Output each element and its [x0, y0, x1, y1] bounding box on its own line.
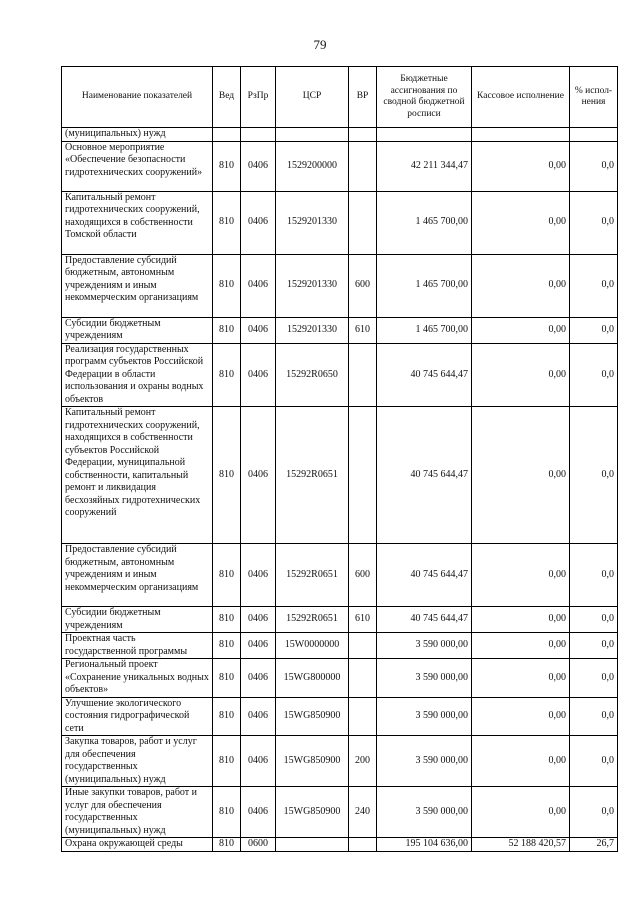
cell-name: Реализация государственных программ субъектов Российской Федерации в области использования и охраны водных объектов	[62, 343, 213, 407]
cell-vr: 600	[349, 544, 377, 607]
cell-name: Капитальный ремонт гидротехнических сооружений, находящихся в собственности субъектов Российской Федерации, муниципальной собственности, капитальный ремонт и ликвидация бесхозяйных гидротехнических сооружений	[62, 407, 213, 544]
cell-name: Основное мероприятие «Обеспечение безопасности гидротехнических сооружений»	[62, 141, 213, 191]
header-exec: Кассовое исполнение	[472, 67, 570, 128]
cell-rzpr: 0406	[241, 607, 276, 633]
cell-exec: 0,00	[472, 141, 570, 191]
cell-plan	[377, 128, 472, 142]
cell-pct: 0,0	[570, 633, 618, 659]
cell-name: Региональный проект «Сохранение уникальных водных объектов»	[62, 659, 213, 698]
cell-rzpr: 0406	[241, 544, 276, 607]
cell-exec: 0,00	[472, 544, 570, 607]
cell-vr: 610	[349, 607, 377, 633]
cell-vr	[349, 659, 377, 698]
table-row	[62, 254, 618, 317]
cell-vr: 600	[349, 254, 377, 317]
cell-name: Субсидии бюджетным учреждениям	[62, 317, 213, 343]
cell-pct: 0,0	[570, 659, 618, 698]
cell-plan: 40 745 644,47	[377, 607, 472, 633]
table-row	[62, 607, 618, 633]
cell-name: Охрана окружающей среды	[62, 838, 213, 852]
cell-exec: 0,00	[472, 191, 570, 254]
cell-name: Проектная часть государственной программы	[62, 633, 213, 659]
cell-pct: 0,0	[570, 607, 618, 633]
cell-vr: 240	[349, 787, 377, 838]
cell-vr	[349, 697, 377, 736]
cell-ved: 810	[213, 317, 241, 343]
cell-exec: 0,00	[472, 659, 570, 698]
cell-vr	[349, 191, 377, 254]
cell-plan: 1 465 700,00	[377, 317, 472, 343]
cell-csr: 1529200000	[276, 141, 349, 191]
header-plan: Бюджетные ассигнования по сводной бюджетной росписи	[377, 67, 472, 128]
cell-ved: 810	[213, 343, 241, 407]
cell-exec: 0,00	[472, 787, 570, 838]
cell-pct: 0,0	[570, 141, 618, 191]
cell-rzpr: 0600	[241, 838, 276, 852]
cell-csr: 15292R0651	[276, 407, 349, 544]
cell-csr: 1529201330	[276, 254, 349, 317]
cell-ved: 810	[213, 736, 241, 787]
cell-ved: 810	[213, 407, 241, 544]
cell-pct: 0,0	[570, 787, 618, 838]
cell-plan: 1 465 700,00	[377, 191, 472, 254]
cell-csr	[276, 128, 349, 142]
cell-rzpr: 0406	[241, 633, 276, 659]
table-row	[62, 633, 618, 659]
cell-vr	[349, 343, 377, 407]
cell-ved: 810	[213, 838, 241, 852]
cell-plan: 40 745 644,47	[377, 407, 472, 544]
header-csr: ЦСР	[276, 67, 349, 128]
cell-csr: 15292R0651	[276, 544, 349, 607]
cell-csr: 15WG800000	[276, 659, 349, 698]
cell-rzpr: 0406	[241, 407, 276, 544]
table-row	[62, 838, 618, 852]
cell-pct: 0,0	[570, 407, 618, 544]
cell-pct: 0,0	[570, 697, 618, 736]
table-row	[62, 191, 618, 254]
page-number: 79	[313, 37, 327, 52]
cell-csr: 1529201330	[276, 191, 349, 254]
cell-ved: 810	[213, 254, 241, 317]
cell-csr: 15WG850900	[276, 736, 349, 787]
cell-rzpr: 0406	[241, 659, 276, 698]
cell-vr: 610	[349, 317, 377, 343]
cell-vr	[349, 128, 377, 142]
cell-pct: 0,0	[570, 343, 618, 407]
cell-exec: 0,00	[472, 697, 570, 736]
cell-name: Субсидии бюджетным учреждениям	[62, 607, 213, 633]
cell-ved: 810	[213, 787, 241, 838]
cell-plan: 42 211 344,47	[377, 141, 472, 191]
cell-exec: 0,00	[472, 407, 570, 544]
cell-plan: 3 590 000,00	[377, 736, 472, 787]
header-name: Наименование показателей	[62, 67, 213, 128]
cell-csr: 15292R0650	[276, 343, 349, 407]
cell-rzpr: 0406	[241, 317, 276, 343]
cell-vr	[349, 407, 377, 544]
cell-plan: 3 590 000,00	[377, 697, 472, 736]
cell-rzpr: 0406	[241, 191, 276, 254]
table-row	[62, 128, 618, 142]
cell-exec: 52 188 420,57	[472, 838, 570, 852]
cell-rzpr: 0406	[241, 697, 276, 736]
table-row	[62, 659, 618, 698]
cell-rzpr: 0406	[241, 141, 276, 191]
cell-rzpr: 0406	[241, 254, 276, 317]
cell-ved: 810	[213, 544, 241, 607]
header-ved: Вед	[213, 67, 241, 128]
table-row	[62, 787, 618, 838]
table-header-row	[62, 67, 618, 128]
header-pct: % испол-нения	[570, 67, 618, 128]
cell-name: Закупка товаров, работ и услуг для обеспечения государственных (муниципальных) нужд	[62, 736, 213, 787]
cell-csr: 15WG850900	[276, 787, 349, 838]
table-row	[62, 317, 618, 343]
cell-exec	[472, 128, 570, 142]
cell-csr	[276, 838, 349, 852]
cell-name: Предоставление субсидий бюджетным, автономным учреждениям и иным некоммерческим организациям	[62, 544, 213, 607]
cell-vr	[349, 141, 377, 191]
cell-vr	[349, 838, 377, 852]
cell-plan: 3 590 000,00	[377, 633, 472, 659]
cell-plan: 195 104 636,00	[377, 838, 472, 852]
cell-plan: 1 465 700,00	[377, 254, 472, 317]
table-row	[62, 343, 618, 407]
cell-pct: 0,0	[570, 544, 618, 607]
cell-plan: 3 590 000,00	[377, 787, 472, 838]
cell-exec: 0,00	[472, 254, 570, 317]
table-row	[62, 736, 618, 787]
cell-name: (муниципальных) нужд	[62, 128, 213, 142]
cell-plan: 3 590 000,00	[377, 659, 472, 698]
cell-pct: 26,7	[570, 838, 618, 852]
cell-exec: 0,00	[472, 343, 570, 407]
cell-vr	[349, 633, 377, 659]
header-rzpr: РзПр	[241, 67, 276, 128]
cell-name: Улучшение экологического состояния гидрографической сети	[62, 697, 213, 736]
cell-rzpr: 0406	[241, 736, 276, 787]
cell-ved: 810	[213, 633, 241, 659]
cell-exec: 0,00	[472, 633, 570, 659]
cell-name: Предоставление субсидий бюджетным, автономным учреждениям и иным некоммерческим организациям	[62, 254, 213, 317]
cell-csr: 15W0000000	[276, 633, 349, 659]
cell-exec: 0,00	[472, 607, 570, 633]
table-row	[62, 544, 618, 607]
cell-vr: 200	[349, 736, 377, 787]
cell-ved: 810	[213, 191, 241, 254]
cell-pct: 0,0	[570, 317, 618, 343]
header-vr: ВР	[349, 67, 377, 128]
budget-execution-table	[61, 66, 618, 852]
table-row	[62, 407, 618, 544]
cell-rzpr: 0406	[241, 787, 276, 838]
cell-name: Капитальный ремонт гидротехнических сооружений, находящихся в собственности Томской области	[62, 191, 213, 254]
cell-pct: 0,0	[570, 191, 618, 254]
cell-ved: 810	[213, 697, 241, 736]
cell-rzpr: 0406	[241, 343, 276, 407]
cell-ved: 810	[213, 141, 241, 191]
cell-csr: 1529201330	[276, 317, 349, 343]
cell-exec: 0,00	[472, 317, 570, 343]
cell-exec: 0,00	[472, 736, 570, 787]
cell-pct: 0,0	[570, 254, 618, 317]
table-row	[62, 697, 618, 736]
cell-ved	[213, 128, 241, 142]
cell-pct: 0,0	[570, 736, 618, 787]
cell-plan: 40 745 644,47	[377, 544, 472, 607]
cell-ved: 810	[213, 607, 241, 633]
cell-pct	[570, 128, 618, 142]
cell-rzpr	[241, 128, 276, 142]
cell-csr: 15WG850900	[276, 697, 349, 736]
table-row	[62, 141, 618, 191]
cell-plan: 40 745 644,47	[377, 343, 472, 407]
cell-ved: 810	[213, 659, 241, 698]
cell-csr: 15292R0651	[276, 607, 349, 633]
cell-name: Иные закупки товаров, работ и услуг для обеспечения государственных (муниципальных) нужд	[62, 787, 213, 838]
